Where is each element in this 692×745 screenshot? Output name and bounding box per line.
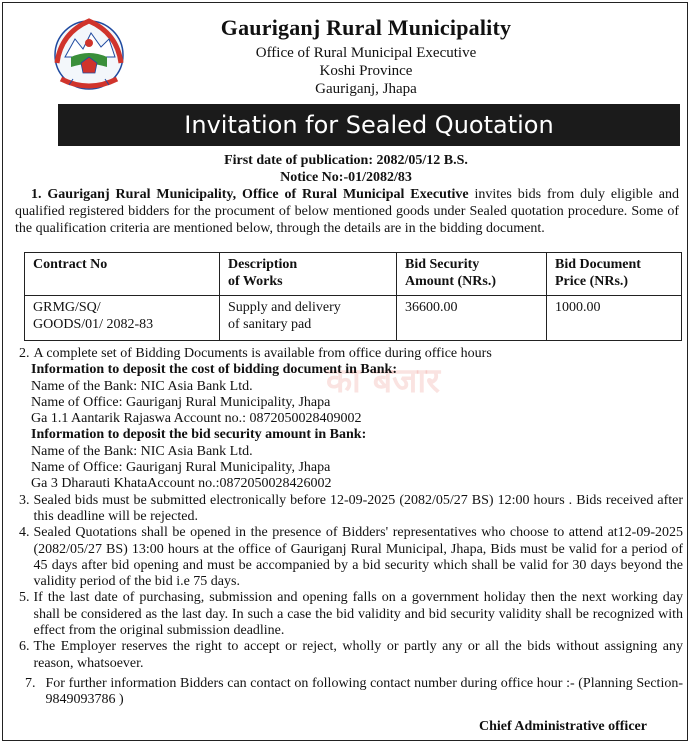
security-deposit-heading: Information to deposit the bid security amount in Bank: (31, 427, 367, 443)
notice-title-banner: Invitation for Sealed Quotation (58, 104, 680, 146)
header-bid-security: Bid Security Amount (NRs.) (397, 253, 547, 296)
table-row (25, 296, 682, 341)
header-bid-document-price: Bid Document Price (NRs.) (547, 253, 682, 296)
cell-contract-no: GRMG/SQ/ GOODS/01/ 2082-83 (25, 296, 220, 341)
watermark-logo: का बजार (325, 361, 441, 401)
intro-lead: 1. Gauriganj Rural Municipality, Office of Rural Municipal Executive (31, 187, 469, 202)
office-name: Office of Rural Municipal Executive (255, 45, 477, 61)
list-item: 4. Sealed Quotations shall be opened in the presence of Bidders' representatives who choose to attend at12-09-2025 (2082/05/27 BS) 13:00 hours at the office of Gauriganj Rural Municipal, Jhapa, Bids must be valid for a period of 45 days after bid opening and must be accompanied by a bid security which shall be valid for 30 days beyond the validity period of the bid i.e 75 days. (19, 525, 683, 590)
province-name: Koshi Province (319, 63, 413, 79)
list-item: 6. The Employer reserves the right to accept or reject, wholly or partly any or all the bids without assigning any reason, whatsoever. (19, 639, 683, 671)
intro-body: invites bids from duly eligible and qualified registered bidders for the procument of below mentioned goods under Sealed quotation procedure. Some of the qualification criteria are mentioned below, through the details are in the bidding document. (15, 187, 679, 236)
table-header-row (25, 253, 682, 296)
list-item: 3. Sealed bids must be submitted electronically before 12-09-2025 (2082/05/27 BS) 12:00 hours . Bids received after this deadline will be rejected. (19, 492, 683, 524)
notice-number: Notice No:-01/2082/83 (280, 170, 412, 185)
list-item: 7. For further information Bidders can contact on following contact number during office hour :- (Planning Section-9849093786 ) (25, 675, 683, 708)
nepal-government-emblem-icon (51, 13, 127, 97)
cost-account-number: Ga 1.1 Aantarik Rajaswa Account no.: 0872050028409002 (31, 411, 362, 427)
intro-paragraph (15, 186, 679, 237)
cell-bid-security: 36600.00 (397, 296, 547, 341)
list-item: 5. If the last date of purchasing, submission and opening falls on a government holiday then the next working day shall be considered as the last day. In such a case the bid validity and bid security validity shall be recognized with effect from the original submission deadline. (19, 590, 683, 639)
security-bank-name: Name of the Bank: NIC Asia Bank Ltd. (31, 443, 253, 459)
location-name: Gauriganj, Jhapa (315, 81, 417, 97)
security-office-name: Name of Office: Gauriganj Rural Municipality, Jhapa (31, 460, 331, 476)
bid-table (24, 252, 682, 341)
list-item: 2. A complete set of Bidding Documents is available from office during office hours (19, 346, 492, 361)
cell-description: Supply and delivery of sanitary pad (220, 296, 397, 341)
cost-office-name: Name of Office: Gauriganj Rural Municipality, Jhapa (31, 394, 331, 410)
org-name: Gauriganj Rural Municipality (220, 15, 512, 40)
notice-page (2, 2, 688, 741)
security-account-number: Ga 3 Dharauti KhataAccount no.:0872050028426002 (31, 476, 332, 492)
cell-bid-document-price: 1000.00 (547, 296, 682, 341)
letterhead (3, 3, 689, 103)
header-description: Description of Works (220, 253, 397, 296)
header-contract-no: Contract No (25, 253, 220, 296)
cost-deposit-heading: Information to deposit the cost of bidding document in Bank: (31, 362, 397, 378)
publication-date: First date of publication: 2082/05/12 B.S. (224, 153, 468, 168)
cost-bank-name: Name of the Bank: NIC Asia Bank Ltd. (31, 378, 253, 394)
conditions-list (19, 346, 683, 709)
signatory-title: Chief Administrative officer (479, 719, 647, 734)
